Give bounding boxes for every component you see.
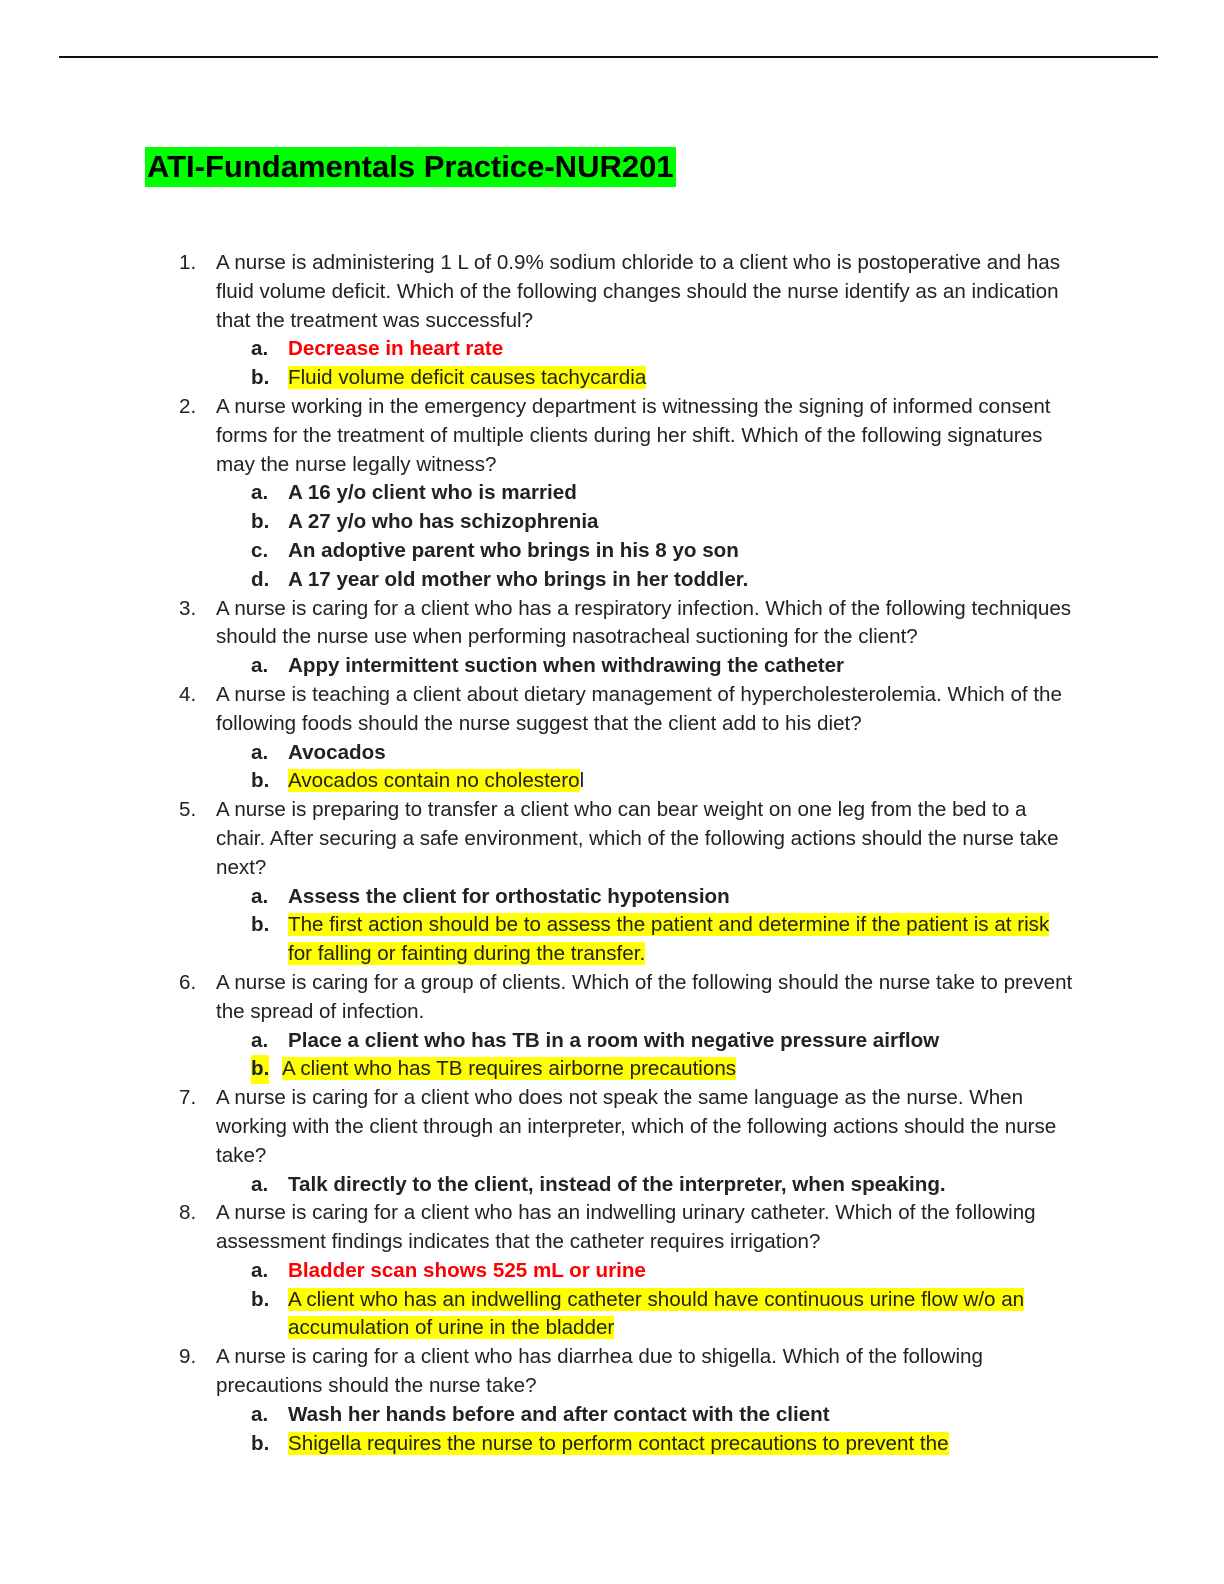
question-list: [175, 249, 1075, 1458]
answer-item: [216, 1257, 1075, 1286]
question-1: [175, 249, 1075, 393]
answer-list: [216, 1027, 1075, 1085]
answer-letter: b.: [251, 1287, 270, 1311]
answer-text: Talk directly to the client, instead of the interpreter, when speaking.: [288, 1172, 946, 1196]
answer-list: [216, 652, 1075, 681]
question-number: 2.: [179, 394, 197, 418]
question-text: A nurse is preparing to transfer a client who can bear weight on one leg from the bed to a chair. After securing a safe environment, which of the following actions should the nurse take next?: [216, 798, 1059, 879]
question-9: [175, 1343, 1075, 1458]
answer-rationale: [216, 911, 1075, 969]
answer-item: [216, 335, 1075, 364]
question-4: [175, 681, 1075, 796]
answer-letter: a.: [251, 1258, 269, 1282]
question-text: A nurse is teaching a client about dietary management of hypercholesterolemia. Which of the following foods should the nurse suggest that the client add to his diet?: [216, 682, 1062, 735]
answer-list: [216, 739, 1075, 797]
answer-rationale: [216, 1055, 1075, 1084]
answer-text: A 27 y/o who has schizophrenia: [288, 510, 599, 534]
top-rule: [59, 56, 1158, 58]
question-8: [175, 1199, 1075, 1343]
answer-item: [216, 883, 1075, 912]
question-text: A nurse is caring for a client who has a respiratory infection. Which of the following techniques should the nurse use when performing nasotracheal suctioning for the client?: [216, 596, 1072, 649]
answer-letter: a.: [251, 1028, 269, 1052]
rationale-text: The first action should be to assess the patient and determine if the patient is at risk for falling or fainting during the transfer.: [288, 913, 1050, 966]
answer-list: [216, 335, 1075, 393]
answer-text: Place a client who has TB in a room with negative pressure airflow: [288, 1028, 940, 1052]
answer-letter: a.: [251, 1402, 269, 1426]
question-7: [175, 1084, 1075, 1199]
answer-list: [216, 1257, 1075, 1343]
answer-rationale: [216, 767, 1075, 796]
answer-letter: a.: [251, 1172, 269, 1196]
question-text: A nurse is caring for a client who has an indwelling urinary catheter. Which of the following assessment findings indicates that the catheter requires irrigation?: [216, 1201, 1036, 1254]
answer-letter: b.: [251, 510, 270, 534]
question-3: [175, 595, 1075, 681]
answer-text: An adoptive parent who brings in his 8 yo son: [288, 538, 739, 562]
answer-letter: b.: [251, 1055, 269, 1084]
rationale-text: A client who has an indwelling catheter should have continuous urine flow w/o an accumulation of urine in the bladder: [288, 1287, 1025, 1340]
answer-letter: a.: [251, 884, 269, 908]
answer-item: [216, 652, 1075, 681]
question-2: [175, 393, 1075, 595]
answer-text: Decrease in heart rate: [288, 337, 504, 361]
question-text: A nurse is caring for a client who has diarrhea due to shigella. Which of the following precautions should the nurse take?: [216, 1345, 983, 1398]
answer-letter: b.: [251, 1431, 270, 1455]
answer-letter: b.: [251, 366, 270, 390]
answer-letter: d.: [251, 567, 270, 591]
question-text: A nurse is caring for a client who does not speak the same language as the nurse. When working with the client through an interpreter, which of the following actions should the nurse take?: [216, 1086, 1057, 1167]
answer-item: [216, 566, 1075, 595]
answer-item: [216, 1171, 1075, 1200]
answer-item: [216, 479, 1075, 508]
question-6: [175, 969, 1075, 1084]
answer-list: [216, 1401, 1075, 1459]
rationale-text: Fluid volume deficit causes tachycardia: [288, 366, 647, 390]
question-number: 8.: [179, 1201, 197, 1225]
answer-text: A 16 y/o client who is married: [288, 481, 577, 505]
question-number: 5.: [179, 798, 197, 822]
question-number: 6.: [179, 970, 197, 994]
question-5: [175, 796, 1075, 969]
question-number: 1.: [179, 251, 197, 274]
answer-list: [216, 479, 1075, 594]
answer-text: Bladder scan shows 525 mL or urine: [288, 1258, 646, 1282]
rationale-text: Shigella requires the nurse to perform contact precautions to prevent the: [288, 1431, 949, 1455]
answer-text: Assess the client for orthostatic hypotension: [288, 884, 730, 908]
answer-letter: c.: [251, 538, 269, 562]
answer-text: Avocados: [288, 740, 386, 764]
answer-letter: b.: [251, 769, 270, 793]
answer-item: [216, 1027, 1075, 1056]
question-text: A nurse is caring for a group of clients. Which of the following should the nurse take to prevent the spread of infection.: [216, 970, 1073, 1023]
answer-letter: b.: [251, 913, 270, 937]
question-number: 4.: [179, 682, 197, 706]
rationale-text: Avocados contain no cholestero: [288, 769, 580, 793]
rationale-text-tail: l: [579, 769, 585, 793]
answer-list: [216, 883, 1075, 969]
answer-letter: a.: [251, 654, 269, 678]
title-block: [145, 147, 676, 187]
answer-letter: a.: [251, 740, 269, 764]
answer-rationale: [216, 1286, 1075, 1344]
question-number: 7.: [179, 1086, 197, 1110]
answer-letter: a.: [251, 337, 269, 361]
question-text: A nurse working in the emergency department is witnessing the signing of informed consent forms for the treatment of multiple clients during her shift. Which of the following signatures may the nurse legally witness?: [216, 394, 1051, 476]
answer-item: [216, 739, 1075, 768]
answer-item: [216, 537, 1075, 566]
answer-item: [216, 508, 1075, 537]
answer-rationale: [216, 1430, 1075, 1459]
question-number: 9.: [179, 1345, 197, 1369]
question-number: 3.: [179, 596, 197, 620]
answer-letter: a.: [251, 481, 269, 505]
page-title: ATI-Fundamentals Practice-NUR201: [145, 147, 676, 187]
answer-item: [216, 1401, 1075, 1430]
answer-text: Appy intermittent suction when withdrawing the catheter: [288, 654, 845, 678]
answer-text: Wash her hands before and after contact with the client: [288, 1402, 830, 1426]
rationale-text: A client who has TB requires airborne precautions: [282, 1057, 737, 1081]
answer-rationale: [216, 364, 1075, 393]
question-text: A nurse is administering 1 L of 0.9% sodium chloride to a client who is postoperative and has fluid volume deficit. Which of the following changes should the nurse identify as an indication that the treatment was successful?: [216, 251, 1061, 332]
answer-list: [216, 1171, 1075, 1200]
answer-text: A 17 year old mother who brings in her toddler.: [288, 567, 749, 591]
